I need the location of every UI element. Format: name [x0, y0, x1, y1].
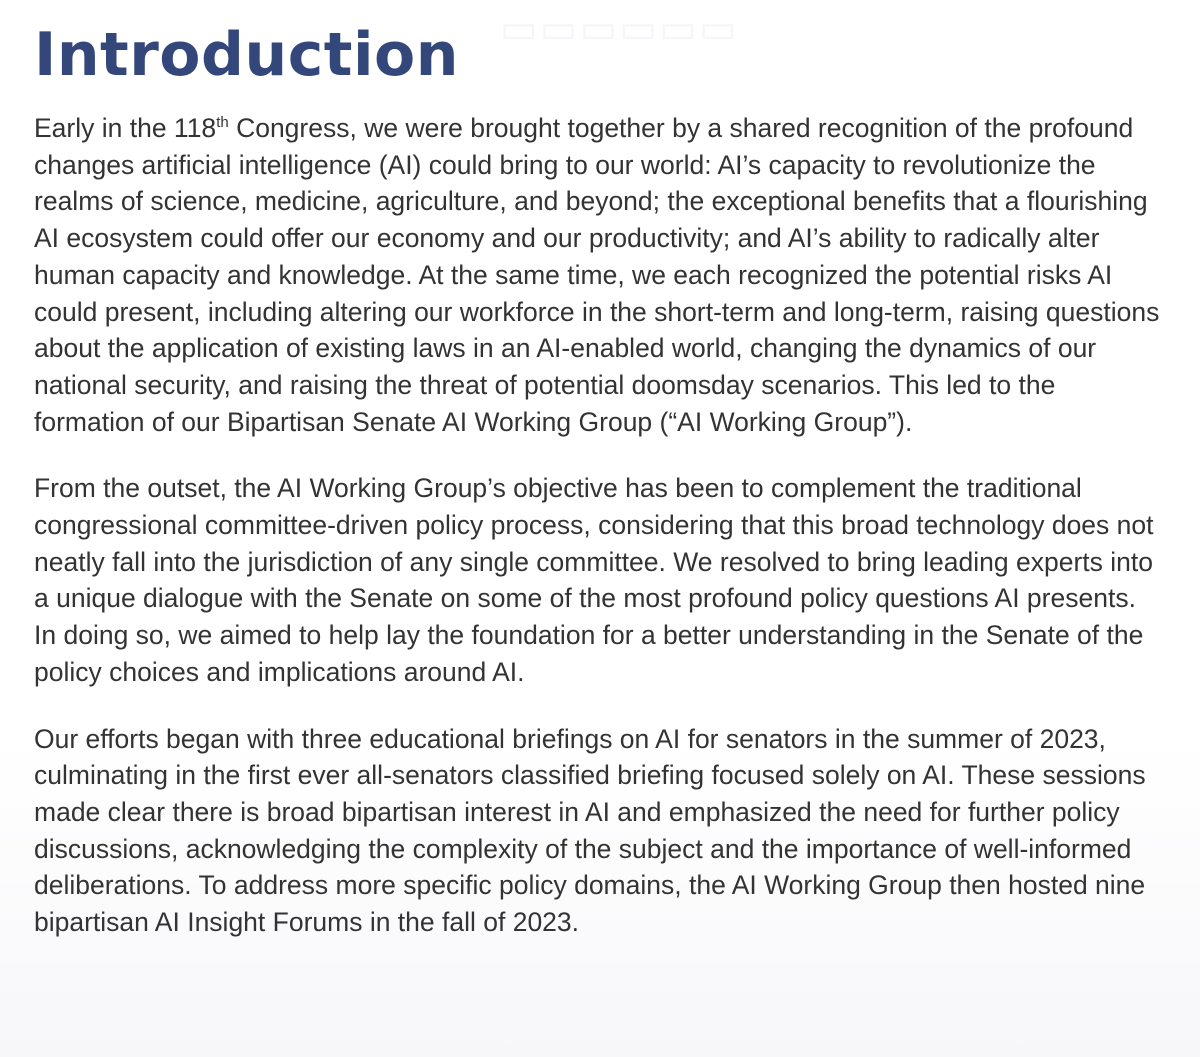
faded-background-mark: ▭▭▭▭▭▭: [500, 6, 739, 52]
paragraph-2: From the outset, the AI Working Group’s objective has been to complement the traditional congressional committee-driven policy process, considering that this broad technology does not neatly fall into the jurisdiction of any single committee. We resolved to bring leading experts into a unique dialogue with the Senate on some of the most profound policy questions AI presents. In doing so, we aimed to help lay the foundation for a better understanding in the Senate of the policy choices and implications around AI.: [34, 473, 1154, 687]
ordinal-superscript: th: [216, 114, 229, 132]
paragraph-1-rest: Congress, we were brought together by a shared recognition of the profound changes artificial intelligence (AI) could bring to our world: AI’s capacity to revolutionize the realms of science, medicine, agriculture, and beyond; the exceptional benefits that a flourishing AI ecosystem could offer our economy and our productivity; and AI’s ability to radically alter human capacity and knowledge. At the same time, we each recognized the potential risks AI could present, including altering our workforce in the short-term and long-term, raising questions about the application of existing laws in an AI-enabled world, changing the dynamics of our national security, and raising the threat of potential doomsday scenarios. This led to the formation of our Bipartisan Senate AI Working Group (“AI Working Group”).: [34, 113, 1160, 437]
paragraph-1: [34, 110, 1160, 440]
paragraph-3: Our efforts began with three educational briefings on AI for senators in the summer of 2023, culminating in the first ever all-senators classified briefing focused solely on AI. These sessions made clear there is broad bipartisan interest in AI and emphasized the need for further policy discussions, acknowledging the complexity of the subject and the importance of well-informed deliberations. To address more specific policy domains, the AI Working Group then hosted nine bipartisan AI Insight Forums in the fall of 2023.: [34, 723, 1146, 938]
section-heading: Introduction: [34, 20, 459, 90]
paragraph-1-start: Early in the 118: [34, 113, 217, 143]
